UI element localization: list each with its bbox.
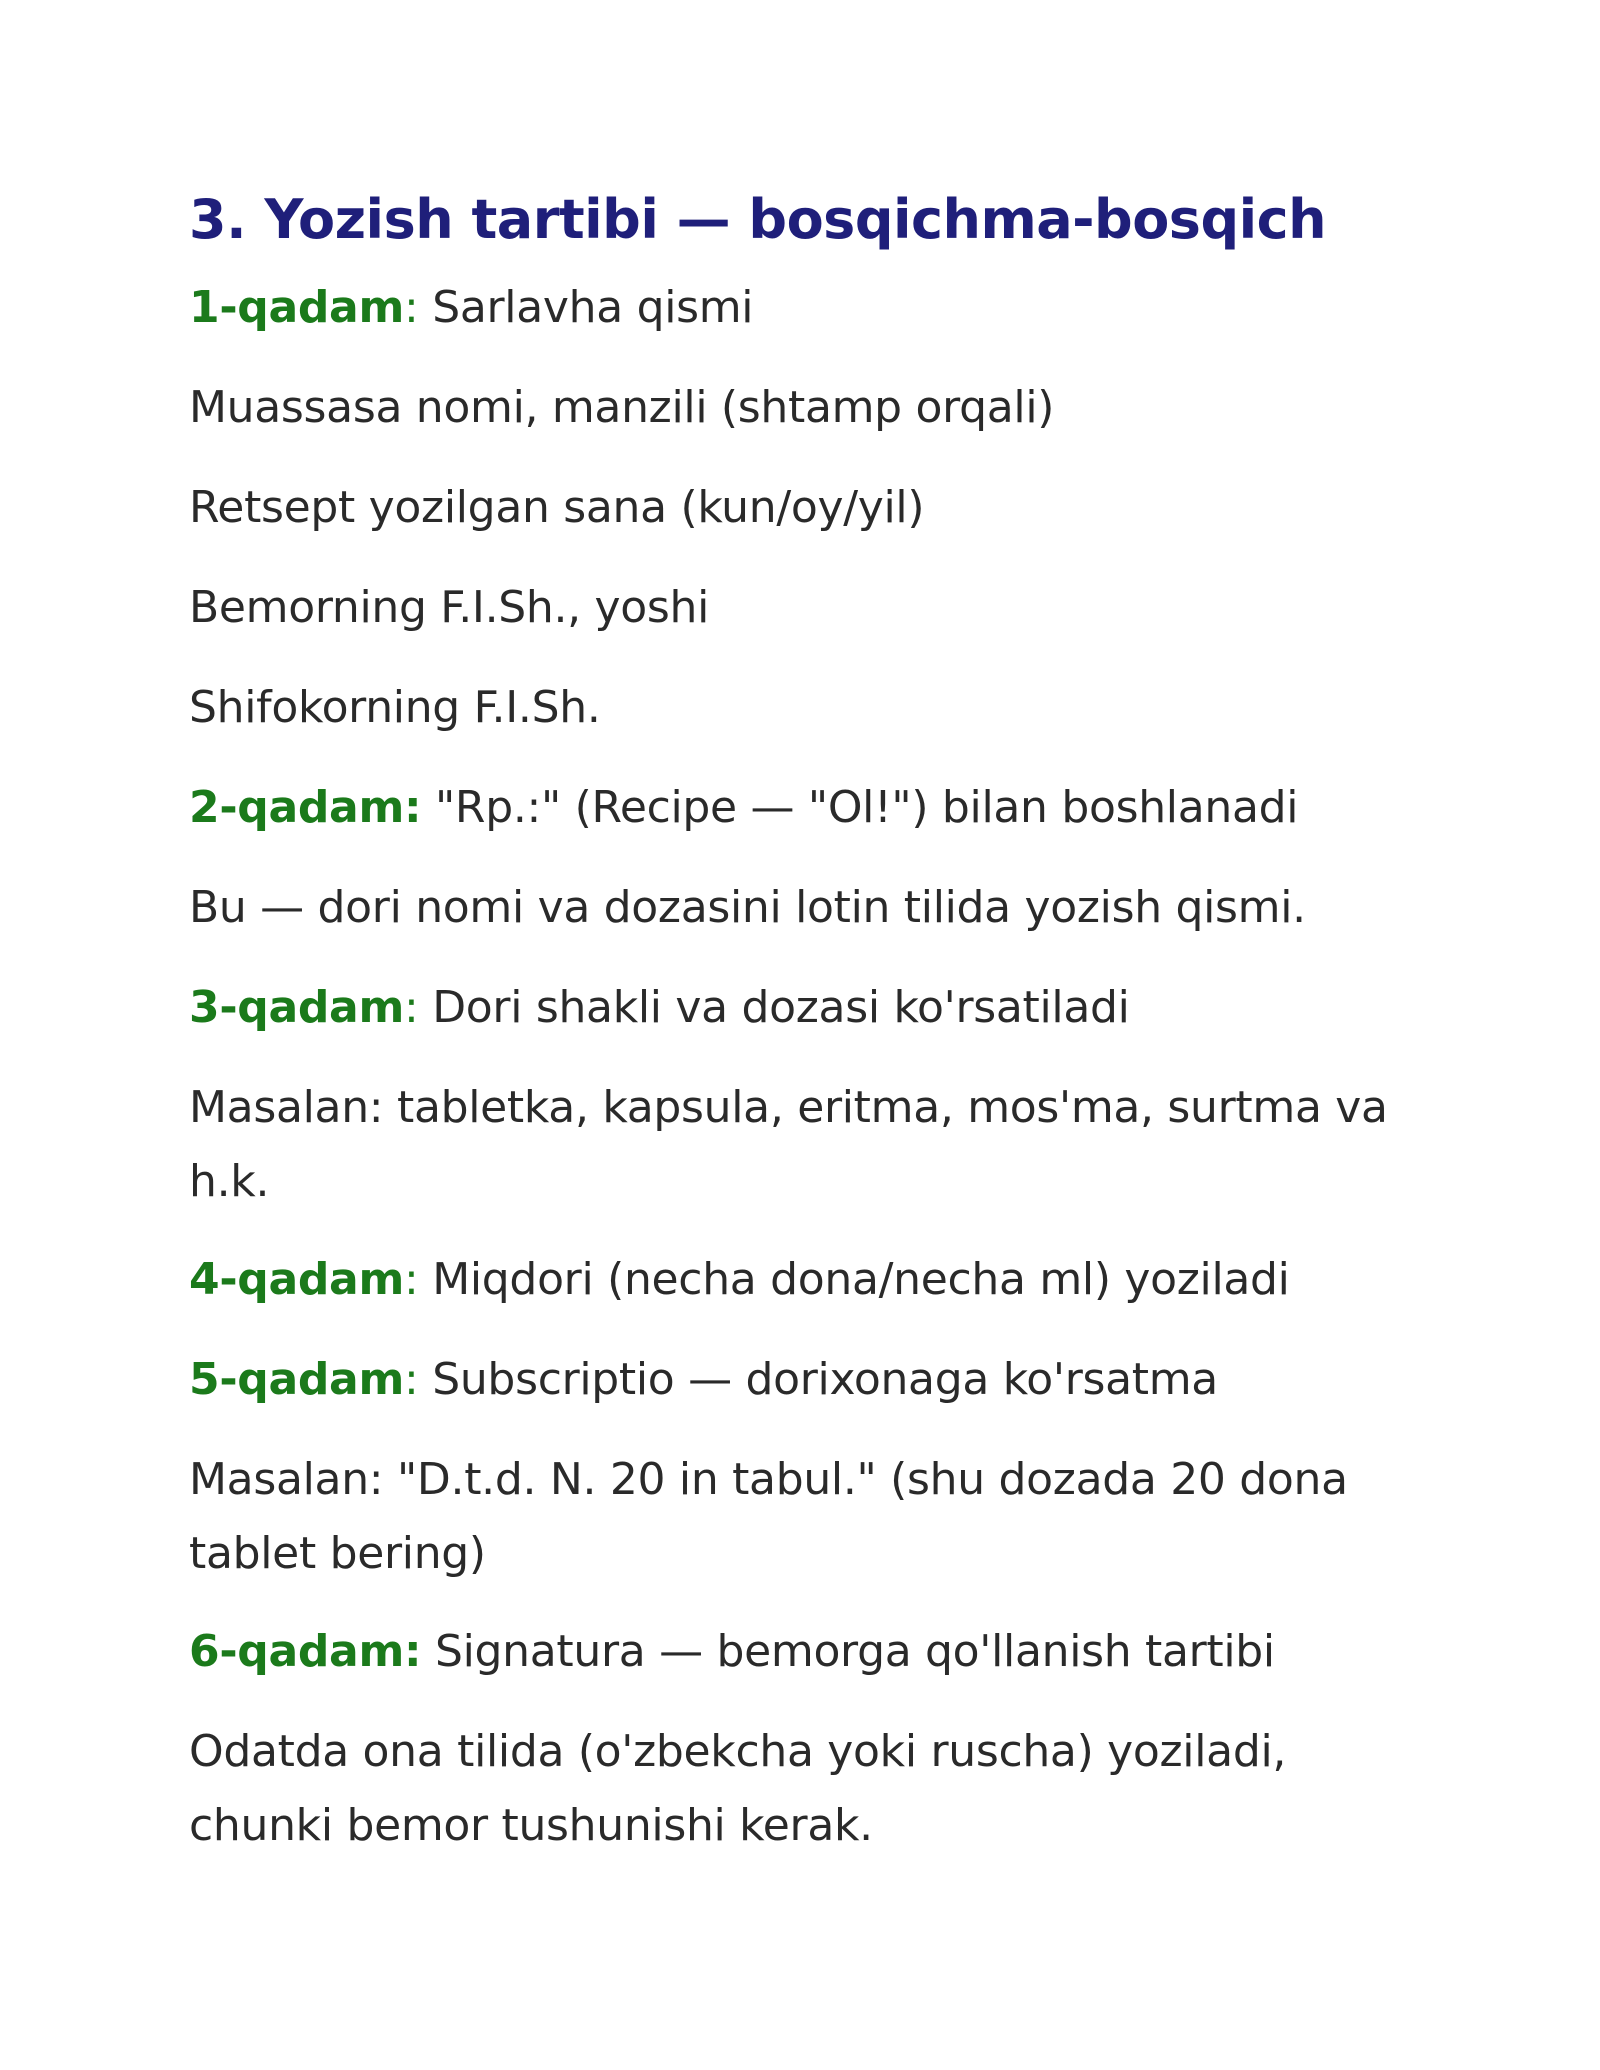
detail-patient: Bemorning F.I.Sh., yoshi	[189, 582, 710, 633]
step-2-text: "Rp.:" (Recipe — "Ol!") bilan boshlanadi	[421, 782, 1299, 833]
step-4-text: Miqdori (necha dona/necha ml) yoziladi	[418, 1254, 1290, 1305]
section-heading: 3. Yozish tartibi — bosqichma-bosqich	[189, 188, 1327, 251]
step-5-colon: :	[404, 1354, 419, 1405]
step-6	[189, 1615, 1419, 1689]
detail-forms-example: Masalan: tabletka, kapsula, eritma, mos'ma, surtma va h.k.	[189, 1082, 1388, 1207]
step-1-text: Sarlavha qismi	[418, 282, 754, 333]
step-2	[189, 771, 1419, 845]
step-3-text: Dori shakli va dozasi ko'rsatiladi	[418, 982, 1130, 1033]
step-6-label: 6-qadam:	[189, 1626, 422, 1677]
step-1-label: 1-qadam	[189, 282, 404, 333]
step-2-label: 2-qadam:	[189, 782, 422, 833]
detail-doctor: Shifokorning F.I.Sh.	[189, 682, 601, 733]
step-5	[189, 1343, 1419, 1417]
step-4	[189, 1243, 1419, 1317]
detail-subscriptio-example: Masalan: "D.t.d. N. 20 in tabul." (shu dozada 20 dona tablet bering)	[189, 1454, 1348, 1579]
step-3-colon: :	[404, 982, 419, 1033]
detail-signatura-note: Odatda ona tilida (o'zbekcha yoki ruscha) yoziladi, chunki bemor tushunishi kerak.	[189, 1726, 1287, 1851]
step-3-label: 3-qadam	[189, 982, 404, 1033]
step-1	[189, 271, 1419, 345]
detail-date: Retsept yozilgan sana (kun/oy/yil)	[189, 482, 925, 533]
step-4-label: 4-qadam	[189, 1254, 404, 1305]
step-1-colon: :	[404, 282, 419, 333]
detail-latin-part: Bu — dori nomi va dozasini lotin tilida yozish qismi.	[189, 882, 1306, 933]
step-6-text: Signatura — bemorga qo'llanish tartibi	[421, 1626, 1275, 1677]
step-4-colon: :	[404, 1254, 419, 1305]
document-body	[189, 185, 1419, 1887]
step-5-text: Subscriptio — dorixonaga ko'rsatma	[418, 1354, 1218, 1405]
step-3	[189, 971, 1419, 1045]
detail-institution: Muassasa nomi, manzili (shtamp orqali)	[189, 382, 1055, 433]
step-5-label: 5-qadam	[189, 1354, 404, 1405]
